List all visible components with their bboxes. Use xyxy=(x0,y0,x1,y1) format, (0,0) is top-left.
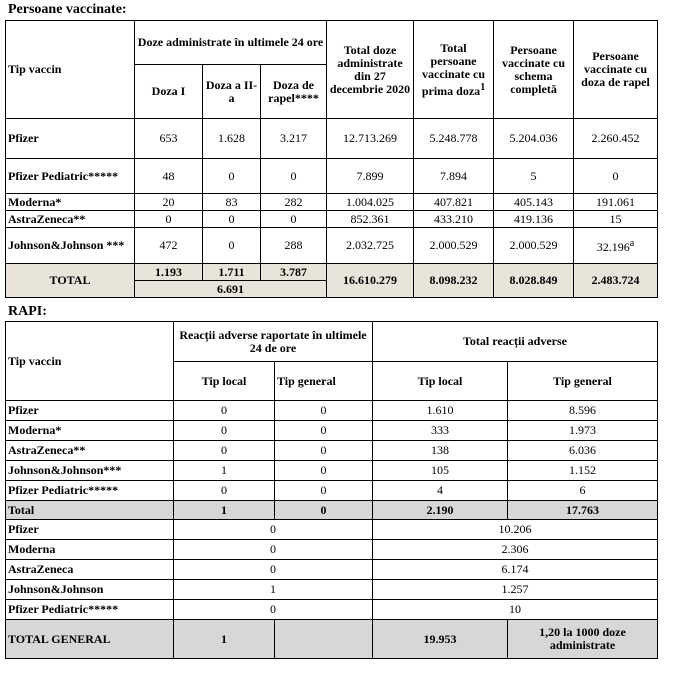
header-rapel: Doza de rapel**** xyxy=(261,65,327,119)
total-row: TOTAL 1.193 1.711 3.787 16.610.279 8.098.232 8.028.849 2.483.724 xyxy=(6,264,658,281)
total-sum-24h: 6.691 xyxy=(135,281,327,298)
header-doza-2: Doza a II-a xyxy=(203,65,261,119)
header-doza-1: Doza I xyxy=(135,65,203,119)
header-total-reactii: Total reacții adverse xyxy=(373,322,658,362)
table-row: Johnson&Johnson*** 1 0 105 1.152 xyxy=(6,461,658,481)
header-tip-local-total: Tip local xyxy=(373,362,508,401)
total-row: Total 1 0 2.190 17.763 xyxy=(6,501,658,520)
table-row: AstraZeneca** 0 0 138 6.036 xyxy=(6,441,658,461)
summary-row: AstraZeneca 0 6.174 xyxy=(6,560,658,580)
section-title-vaccinated: Persoane vaccinate: xyxy=(8,2,127,17)
header-total-prima-doza: Total persoane vaccinate cu prima doza$^1$ xyxy=(414,21,494,119)
summary-row: Moderna 0 2.306 xyxy=(6,540,658,560)
header-total-doze: Total doze administrate din 27 decembrie 2020 xyxy=(327,21,414,119)
header-tip-vaccin: Tip vaccin xyxy=(6,21,135,119)
vaccinated-table xyxy=(5,20,658,298)
header-doze-24h: Doze administrate în ultimele 24 ore xyxy=(135,21,327,65)
table-row: Johnson&Johnson *** 472 0 288 2.032.725 2.000.529 2.000.529 32.196$^a$ xyxy=(6,228,658,264)
header-reactii-24h: Reacții adverse raportate în ultimele 24 de ore xyxy=(174,322,373,362)
summary-row: Johnson&Johnson 1 1.257 xyxy=(6,580,658,600)
header-schema-completa: Persoane vaccinate cu schema completă xyxy=(494,21,574,119)
section-title-rapi: RAPI: xyxy=(8,304,47,319)
grand-total-row: TOTAL GENERAL 1 19.953 1,20 la 1000 doze administrate xyxy=(6,620,658,659)
header-tip-general-24h: Tip general xyxy=(275,362,373,401)
header-doza-rapel: Persoane vaccinate cu doza de rapel xyxy=(574,21,658,119)
table-row: Pfizer 653 1.628 3.217 12.713.269 5.248.778 5.204.036 2.260.452 xyxy=(6,119,658,159)
table-row: Pfizer Pediatric***** 48 0 0 7.899 7.894 5 0 xyxy=(6,159,658,194)
rapi-table xyxy=(5,321,658,659)
table-row: Pfizer Pediatric***** 0 0 4 6 xyxy=(6,481,658,501)
header-tip-general-total: Tip general xyxy=(508,362,658,401)
table-row: Pfizer 0 0 1.610 8.596 xyxy=(6,401,658,421)
table-row: Moderna* 0 0 333 1.973 xyxy=(6,421,658,441)
table-row: AstraZeneca** 0 0 0 852.361 433.210 419.136 15 xyxy=(6,211,658,228)
summary-row: Pfizer Pediatric***** 0 10 xyxy=(6,600,658,620)
summary-row: Pfizer 0 10.206 xyxy=(6,520,658,540)
header-tip-vaccin: Tip vaccin xyxy=(6,322,174,401)
table-row: Moderna* 20 83 282 1.004.025 407.821 405.143 191.061 xyxy=(6,194,658,211)
header-tip-local-24h: Tip local xyxy=(174,362,275,401)
